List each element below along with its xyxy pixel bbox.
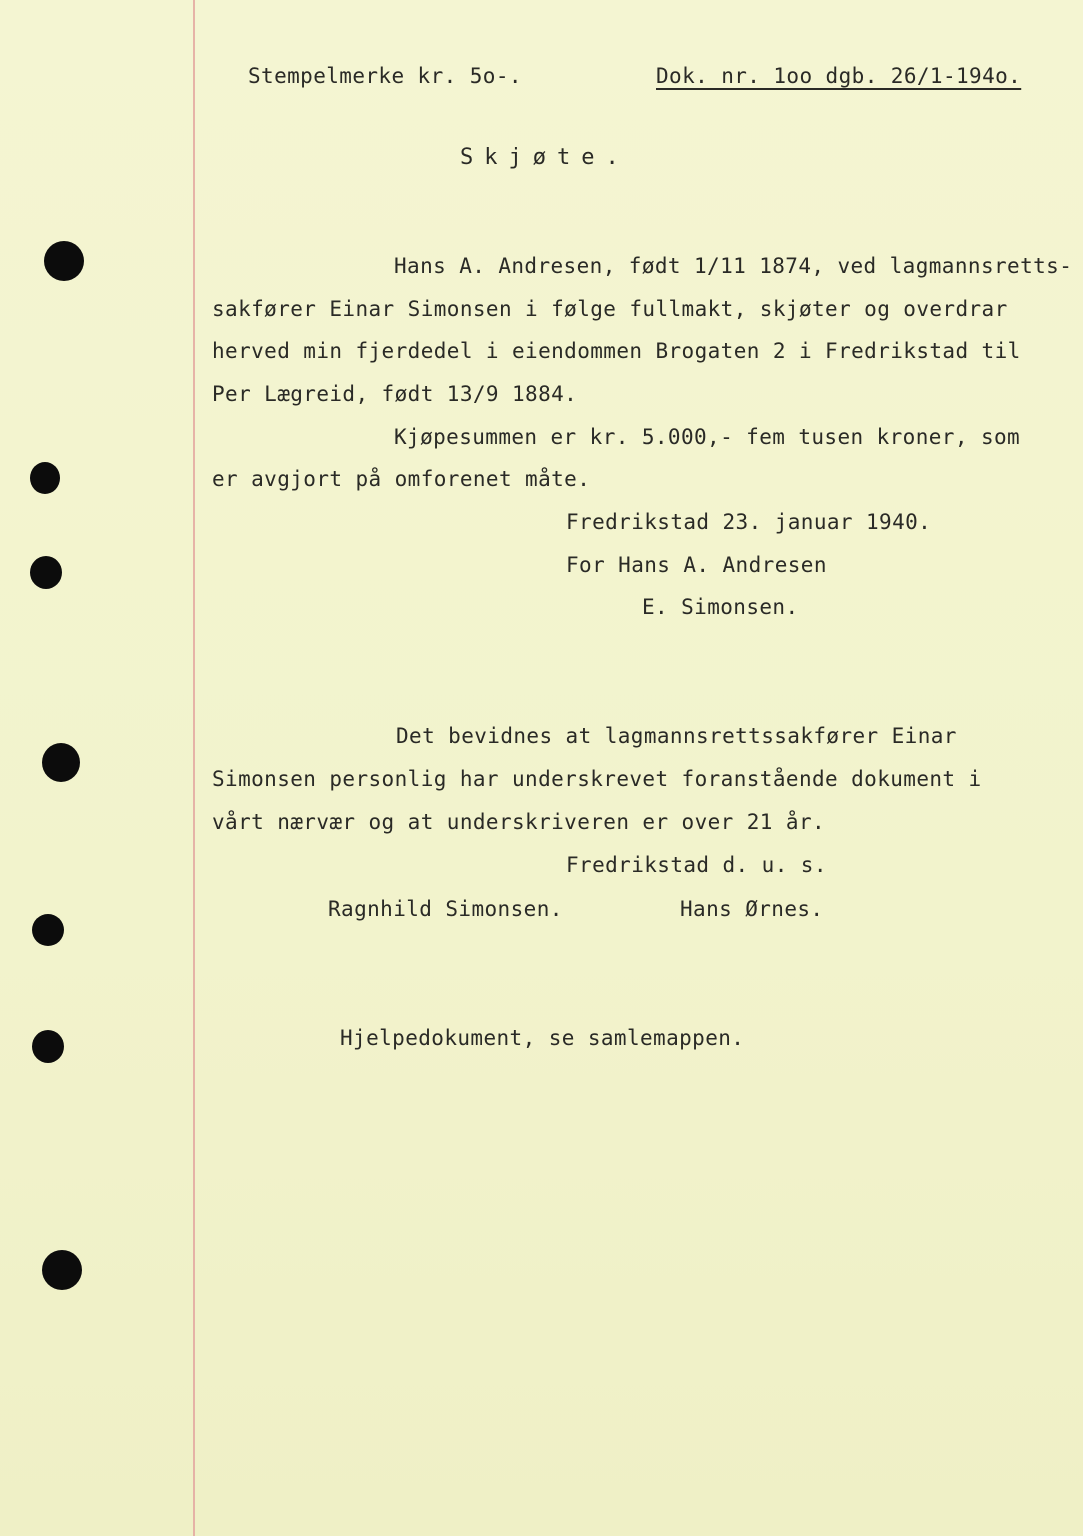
deed-line: Hans A. Andresen, født 1/11 1874, ved lagmannsretts- bbox=[394, 254, 1073, 278]
footer-note: Hjelpedokument, se samlemappen. bbox=[340, 1026, 745, 1050]
deed-signature: E. Simonsen. bbox=[642, 595, 799, 619]
punch-hole bbox=[30, 556, 62, 589]
deed-line: er avgjort på omforenet måte. bbox=[212, 467, 591, 491]
deed-line: Per Lægreid, født 13/9 1884. bbox=[212, 382, 578, 406]
attestation-place: Fredrikstad d. u. s. bbox=[566, 853, 827, 877]
document-reference: Dok. nr. 1oo dgb. 26/1-194o. bbox=[656, 64, 1022, 88]
deed-line: Kjøpesummen er kr. 5.000,- fem tusen kroner, som bbox=[394, 425, 1021, 449]
punch-hole bbox=[32, 914, 64, 946]
attestation-line: Det bevidnes at lagmannsrettssakfører Einar bbox=[396, 724, 957, 748]
margin-rule bbox=[193, 0, 195, 1536]
stamp-duty-note: Stempelmerke kr. 5o-. bbox=[248, 64, 522, 88]
punch-hole bbox=[42, 1250, 82, 1290]
deed-line: sakfører Einar Simonsen i følge fullmakt, skjøter og overdrar bbox=[212, 297, 1008, 321]
attestation-line: vårt nærvær og at underskriveren er over 21 år. bbox=[212, 810, 826, 834]
punch-hole bbox=[30, 462, 60, 494]
attestation-line: Simonsen personlig har underskrevet foranstående dokument i bbox=[212, 767, 982, 791]
punch-hole bbox=[32, 1030, 64, 1063]
punch-hole bbox=[44, 241, 84, 281]
document-title: Skjøte. bbox=[460, 145, 630, 170]
witness-1: Ragnhild Simonsen. bbox=[328, 897, 563, 921]
deed-line: herved min fjerdedel i eiendommen Brogaten 2 i Fredrikstad til bbox=[212, 339, 1021, 363]
punch-hole bbox=[42, 743, 80, 782]
witness-2: Hans Ørnes. bbox=[680, 897, 824, 921]
deed-on-behalf: For Hans A. Andresen bbox=[566, 553, 827, 577]
deed-place-date: Fredrikstad 23. januar 1940. bbox=[566, 510, 932, 534]
